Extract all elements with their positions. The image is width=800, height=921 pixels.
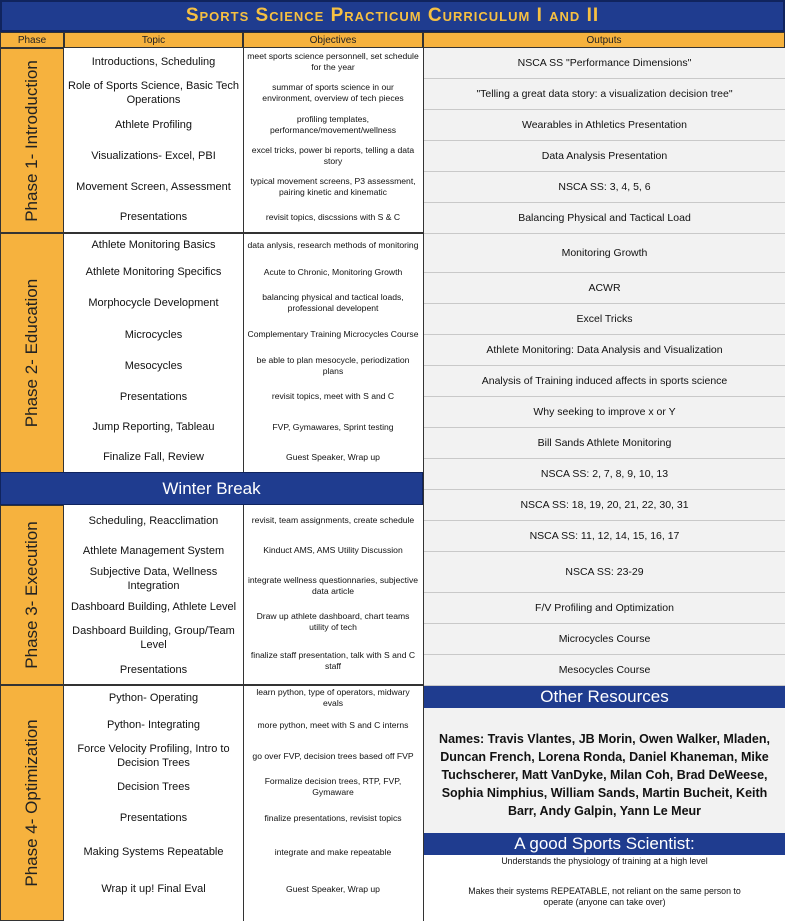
output-item: NSCA SS "Performance Dimensions" [424,48,785,79]
objective-cell: finalize presentations, revisist topics [264,812,402,823]
objective-cell: Guest Speaker, Wrap up [286,451,380,462]
topic-cell: Python- Operating [108,692,199,704]
output-item: NSCA SS: 18, 19, 20, 21, 22, 30, 31 [424,490,785,521]
objective-cell: profiling templates, performance/movement/wellness [269,114,397,135]
output-item: Why seeking to improve x or Y [424,397,785,428]
topic-cell: Presentations [119,812,188,824]
topic-cell: Microcycles [124,328,183,341]
output-item: Data Analysis Presentation [424,141,785,172]
objective-cell: be able to plan mesocycle, periodization plans [256,354,410,376]
objective-cell: revisit, team assignments, create schedule [251,515,415,525]
output-item: Mesocycles Course [424,655,785,686]
topic-cell: Dashboard Building, Group/Team Level [72,625,235,651]
topic-cell: Athlete Management System [82,544,225,557]
objective-cell: integrate and make repeatable [274,846,392,857]
topic-cell: Presentations [119,390,188,403]
phase-2-label: Phase 2- Education [0,233,64,473]
topic-cell: Presentations [119,211,188,223]
topic-cell: Finalize Fall, Review [103,451,204,463]
objective-cell: finalize staff presentation, talk with S and C staff [250,650,416,671]
phase-3-label: Phase 3- Execution [0,505,64,685]
good-scientist-point: Understands the physiology of training at a high level [424,856,785,872]
topic-cell: Introductions, Scheduling [91,56,216,68]
objective-cell: summar of sports science in our environment, overview of tech pieces [262,82,404,103]
objective-cell: typical movement screens, P3 assessment, pairing kinetic and kinematic [250,176,416,197]
topic-cell: Athlete Monitoring Specifics [85,266,222,278]
output-item: NSCA SS: 3, 4, 5, 6 [424,172,785,203]
good-scientist-point: Makes their systems REPEATABLE, not reliant on the same person to operate (anyone can take over) [424,886,785,916]
topic-cell: Force Velocity Profiling, Intro to Decision Trees [77,743,230,769]
objective-cell: excel tricks, power bi reports, telling a data story [251,145,415,166]
objective-cell: revisit topics, meet with S and C [271,391,395,401]
good-scientist-title: A good Sports Scientist: [424,833,785,855]
topic-cell: Visualizations- Excel, PBI [91,150,216,162]
objective-cell: balancing physical and tactical loads, professional developent [262,292,404,313]
header-topic: Topic [64,32,243,48]
page-title: Sports Science Practicum Curriculum I and II [0,0,785,32]
topic-cell: Morphocycle Development [88,297,219,309]
other-resources-title: Other Resources [424,686,785,708]
topic-cell: Python- Integrating [107,719,200,731]
output-item: NSCA SS: 11, 12, 14, 15, 16, 17 [424,521,785,552]
output-item: Excel Tricks [424,304,785,335]
objective-cell: meet sports science personnell, set schedule for the year [247,51,419,72]
topic-cell: Movement Screen, Assessment [76,181,231,193]
output-item: NSCA SS: 23-29 [424,552,785,593]
objective-cell: FVP, Gymawares, Sprint testing [272,421,394,432]
output-item: Balancing Physical and Tactical Load [424,203,785,234]
objective-cell: learn python, type of operators, midwary evals [256,687,410,708]
objective-cell: Acute to Chronic, Monitoring Growth [263,266,403,277]
objective-cell: revisit topics, discssions with S & C [265,211,401,222]
objective-cell: Draw up athlete dashboard, chart teams utility of tech [256,611,410,632]
output-item: NSCA SS: 2, 7, 8, 9, 10, 13 [424,459,785,490]
output-item: F/V Profiling and Optimization [424,593,785,624]
topic-cell: Mesocycles [124,359,183,372]
objective-cell: Complementary Training Microcycles Course [247,329,419,339]
resource-names: Names: Travis Vlantes, JB Morin, Owen Walker, Mladen, Duncan French, Lorena Ronda, Daniel Khaneman, Mike Tuchscherer, Matt VanDyke, Milan Coh, Brad DeWeese, Sophia Nimphius, William Sands, Martin Bucheit, Keith Barr, Andy Galpin, Yann Le Meur [424,708,785,833]
objective-cell: Guest Speaker, Wrap up [286,883,380,894]
topic-cell: Making Systems Repeatable [83,846,224,858]
output-item: Analysis of Training induced affects in sports science [424,366,785,397]
output-item: Monitoring Growth [424,234,785,273]
header-objectives: Objectives [243,32,423,48]
output-item: ACWR [424,273,785,304]
objective-cell: data anlysis, research methods of monitoring [247,239,419,250]
winter-break-banner: Winter Break [0,472,423,505]
topic-cell: Scheduling, Reacclimation [88,514,219,527]
output-item: Wearables in Athletics Presentation [424,110,785,141]
output-item: Bill Sands Athlete Monitoring [424,428,785,459]
objective-cell: go over FVP, decision trees based off FVP [252,750,414,761]
output-item: Athlete Monitoring: Data Analysis and Visualization [424,335,785,366]
topic-cell: Decision Trees [117,781,190,793]
topic-cell: Wrap it up! Final Eval [101,883,206,895]
phase-1-label: Phase 1- Introduction [0,48,64,233]
topic-cell: Role of Sports Science, Basic Tech Operations [68,80,239,106]
objective-cell: integrate wellness questionnaries, subjective data article [247,575,419,596]
objective-cell: Formalize decision trees, RTP, FVP, Gymaware [264,776,402,797]
topic-cell: Dashboard Building, Athlete Level [70,601,237,613]
topic-cell: Jump Reporting, Tableau [92,421,215,433]
topic-cell: Presentations [119,663,188,676]
phase-4-label: Phase 4- Optimization [0,685,64,921]
output-item: "Telling a great data story: a visualization decision tree" [424,79,785,110]
output-item: Microcycles Course [424,624,785,655]
header-outputs: Outputs [423,32,785,48]
header-phase: Phase [0,32,64,48]
topic-cell: Athlete Monitoring Basics [91,239,216,251]
topic-cell: Subjective Data, Wellness Integration [89,566,218,592]
objective-cell: Kinduct AMS, AMS Utility Discussion [263,545,403,555]
topic-cell: Athlete Profiling [114,119,193,131]
objective-cell: more python, meet with S and C interns [257,719,409,730]
